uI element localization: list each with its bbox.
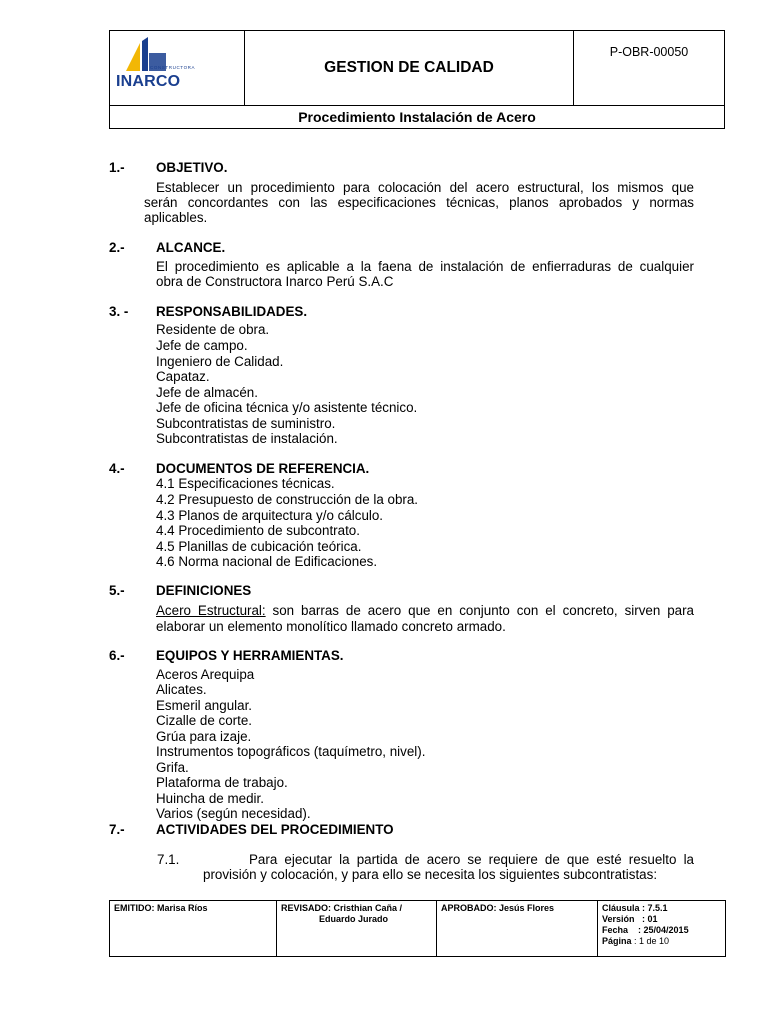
section-number: 7.- <box>109 822 125 837</box>
section-heading: RESPONSABILIDADES. <box>156 304 308 319</box>
list-item: Subcontratistas de instalación. <box>156 431 338 446</box>
pagina-label: Página <box>602 936 632 946</box>
header-divider <box>573 31 574 105</box>
list-item: Jefe de oficina técnica y/o asistente técnico. <box>156 400 418 415</box>
paragraph-line: provisión y colocación, y para ello se necesita los siguientes subcontratistas: <box>203 867 658 882</box>
section-number: 1.- <box>109 160 125 175</box>
section-heading: EQUIPOS Y HERRAMIENTAS. <box>156 648 344 663</box>
document-code: P-OBR-00050 <box>609 45 689 59</box>
footer-table <box>109 900 726 957</box>
list-item: 4.4 Procedimiento de subcontrato. <box>156 523 360 538</box>
section-heading: ACTIVIDADES DEL PROCEDIMIENTO <box>156 822 394 837</box>
subsection-number: 7.1. <box>157 852 180 867</box>
list-item: Grifa. <box>156 760 189 775</box>
paragraph-line: serán concordantes con las especificaciones técnicas, planos aprobados y normas <box>144 195 694 210</box>
list-item: 4.5 Planillas de cubicación teórica. <box>156 539 362 554</box>
list-item: 4.1 Especificaciones técnicas. <box>156 476 335 491</box>
version-row <box>602 914 658 925</box>
paragraph-line: elaborar un elemento monolítico llamado concreto armado. <box>156 619 506 634</box>
footer-cell-aprobado <box>437 901 598 956</box>
fecha-row <box>602 925 689 936</box>
footer-cell-meta <box>598 901 726 956</box>
document-title: GESTION DE CALIDAD <box>324 59 494 76</box>
pagina-value: : 1 de 10 <box>634 936 670 946</box>
list-item: Alicates. <box>156 682 207 697</box>
clausula-row <box>602 903 668 914</box>
aprobado-text: APROBADO: Jesús Flores <box>441 903 555 913</box>
revisado-text: REVISADO: Cristhian Caña / <box>281 903 403 913</box>
section-number: 4.- <box>109 461 125 476</box>
definition-line <box>156 603 694 618</box>
list-item: Subcontratistas de suministro. <box>156 416 336 431</box>
fecha-label: Fecha <box>602 925 629 935</box>
emitido-text: EMITIDO: Marisa Ríos <box>114 903 208 913</box>
list-item: Residente de obra. <box>156 322 270 337</box>
section-number: 2.- <box>109 240 125 255</box>
clausula-value: : 7.5.1 <box>642 903 668 913</box>
pagina-row <box>602 936 669 947</box>
clausula-label: Cláusula <box>602 903 640 913</box>
section-heading: OBJETIVO. <box>156 160 228 175</box>
section-heading: DOCUMENTOS DE REFERENCIA. <box>156 461 370 476</box>
section-heading: ALCANCE. <box>156 240 226 255</box>
fecha-value: : 25/04/2015 <box>638 925 689 935</box>
paragraph-line: El procedimiento es aplicable a la faena de instalación de enfierraduras de cualquier <box>156 259 694 274</box>
list-item: Jefe de almacén. <box>156 385 258 400</box>
list-item: Cizalle de corte. <box>156 713 253 728</box>
list-item: Esmeril angular. <box>156 698 253 713</box>
list-item: Plataforma de trabajo. <box>156 775 288 790</box>
paragraph-line: aplicables. <box>144 210 208 225</box>
list-item: 4.2 Presupuesto de construcción de la obra. <box>156 492 419 507</box>
version-label: Versión <box>602 914 635 924</box>
list-item: Grúa para izaje. <box>156 729 252 744</box>
list-item: 4.6 Norma nacional de Edificaciones. <box>156 554 378 569</box>
definition-text: son barras de acero que en conjunto con el concreto, sirven para <box>265 603 695 618</box>
list-item: Ingeniero de Calidad. <box>156 354 284 369</box>
paragraph-line: obra de Constructora Inarco Perú S.A.C <box>156 274 394 289</box>
logo-word: INARCO <box>116 73 181 90</box>
footer-cell-emitido <box>110 901 277 956</box>
list-item: Jefe de campo. <box>156 338 248 353</box>
inarco-logo <box>114 37 240 101</box>
section-heading: DEFINICIONES <box>156 583 252 598</box>
list-item: Varios (según necesidad). <box>156 806 311 821</box>
paragraph-line: Establecer un procedimiento para colocación del acero estructural, los mismos que <box>156 180 694 195</box>
paragraph-line: Para ejecutar la partida de acero se requiere de que esté resuelto la <box>249 852 694 867</box>
revisado-text: Eduardo Jurado <box>319 914 389 924</box>
section-number: 3. - <box>109 304 129 319</box>
list-item: Capataz. <box>156 369 210 384</box>
header-table <box>109 30 725 129</box>
list-item: Huincha de medir. <box>156 791 264 806</box>
section-number: 6.- <box>109 648 125 663</box>
logo-small-text: CONSTRUCTORA <box>150 65 196 70</box>
list-item: Instrumentos topográficos (taquímetro, nivel). <box>156 744 426 759</box>
definition-term: Acero Estructural: <box>156 603 266 618</box>
section-number: 5.- <box>109 583 125 598</box>
list-item: 4.3 Planos de arquitectura y/o cálculo. <box>156 508 384 523</box>
footer-cell-revisado <box>277 901 437 956</box>
version-value: : 01 <box>642 914 658 924</box>
list-item: Aceros Arequipa <box>156 667 255 682</box>
document-subtitle: Procedimiento Instalación de Acero <box>298 109 536 125</box>
